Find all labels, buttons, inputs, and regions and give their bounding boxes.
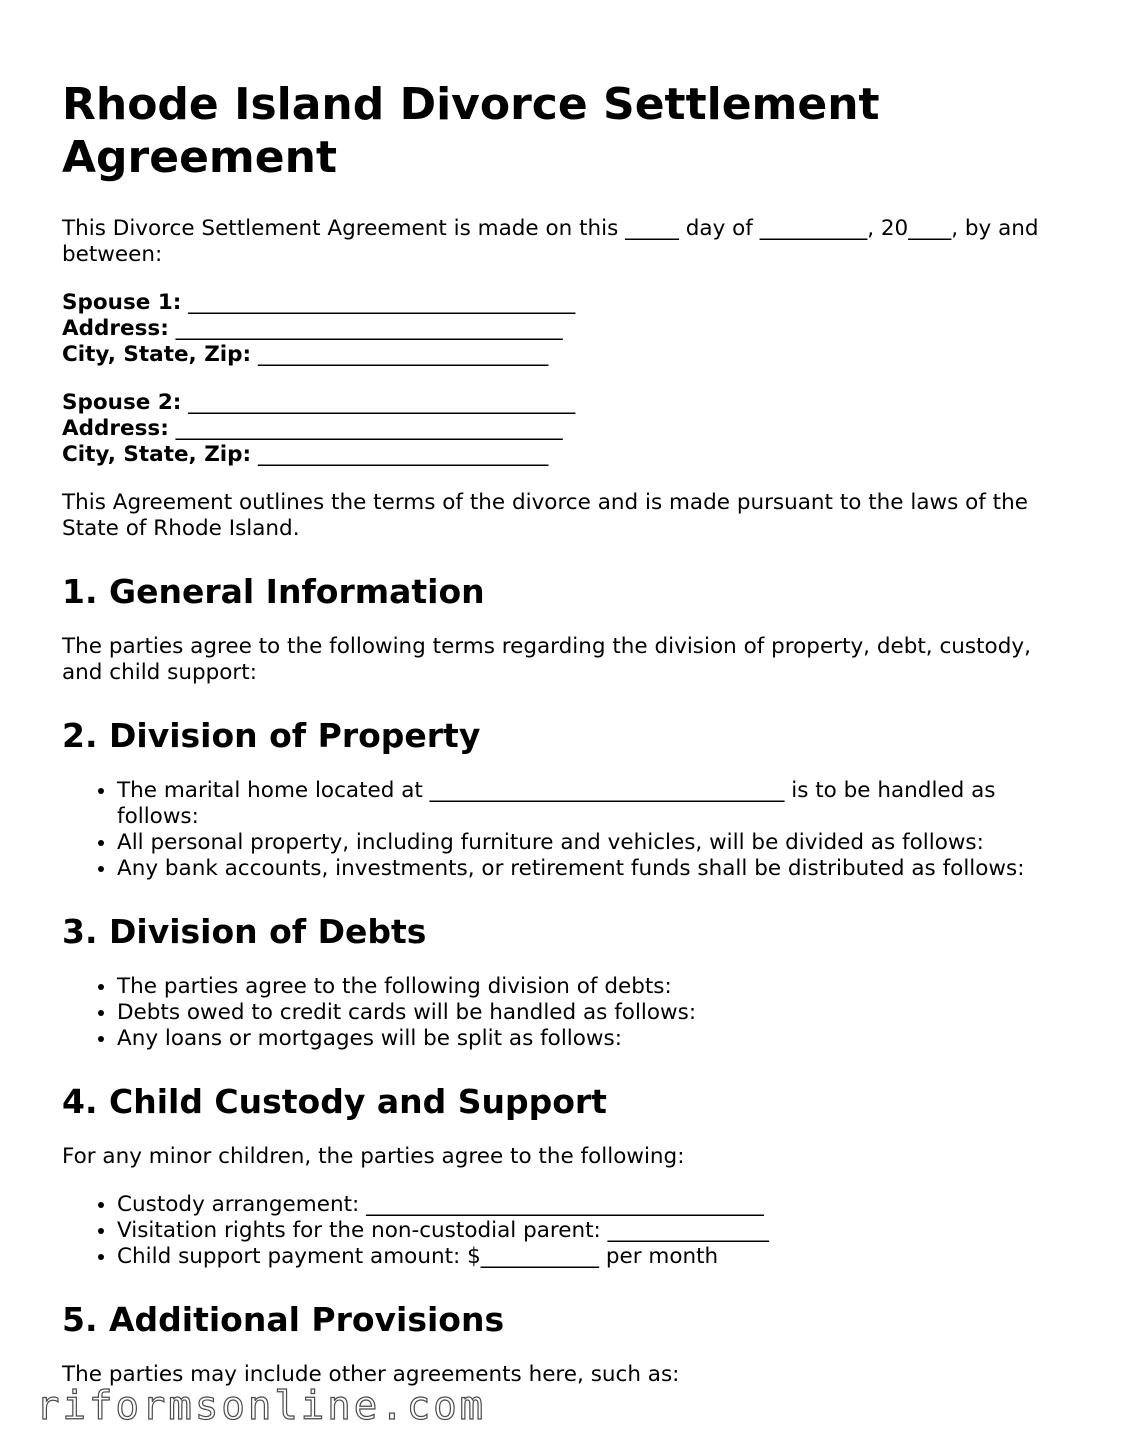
spouse-2-block xyxy=(62,390,1062,468)
section-general-heading: 1. General Information xyxy=(62,572,485,611)
spouse-2-name-row xyxy=(62,390,1062,416)
spouse-2-name-blank: ____________________________________ xyxy=(188,390,576,415)
spouse-2-address-label: Address: xyxy=(62,416,169,441)
list-item: • The marital home located at _________________________________ is to be handled as follows: xyxy=(117,778,1062,830)
spouse-1-name-row xyxy=(62,290,1062,316)
list-item: • Debts owed to credit cards will be handled as follows: xyxy=(117,1000,1062,1026)
spouse-1-address-label: Address: xyxy=(62,316,169,341)
section-additional-text: The parties may include other agreements here, such as: xyxy=(62,1362,680,1387)
spouse-1-name-label: Spouse 1: xyxy=(62,290,182,315)
section-custody-text: For any minor children, the parties agree to the following: xyxy=(62,1144,685,1169)
spouse-2-address-row xyxy=(62,416,1062,442)
section-general-text: The parties agree to the following terms regarding the division of property, debt, custody, and child support: xyxy=(62,634,1031,685)
spouse-1-name-blank: ____________________________________ xyxy=(188,290,576,315)
custody-list xyxy=(62,1192,1062,1270)
section-custody-heading: 4. Child Custody and Support xyxy=(62,1082,607,1121)
spouse-1-city-label: City, State, Zip: xyxy=(62,342,252,367)
site-watermark: riformsonline.com xyxy=(36,1384,487,1429)
debts-list xyxy=(62,974,1062,1052)
section-debts-heading: 3. Division of Debts xyxy=(62,912,427,951)
spouse-1-address-blank: ____________________________________ xyxy=(175,316,563,341)
spouse-2-city-row xyxy=(62,442,1062,468)
property-list xyxy=(62,778,1062,882)
section-property-heading: 2. Division of Property xyxy=(62,716,481,755)
spouse-1-city-row xyxy=(62,342,1062,368)
document-page xyxy=(62,78,1062,1410)
section-additional-heading: 5. Additional Provisions xyxy=(62,1300,505,1339)
list-item: • Any loans or mortgages will be split as follows: xyxy=(117,1026,1062,1052)
purpose-paragraph: This Agreement outlines the terms of the divorce and is made pursuant to the laws of the State of Rhode Island. xyxy=(62,490,1028,541)
intro-paragraph: This Divorce Settlement Agreement is made on this _____ day of __________, 20____, by and between: xyxy=(62,216,1039,267)
list-item: • Child support payment amount: $___________ per month xyxy=(117,1244,1062,1270)
spouse-1-block xyxy=(62,290,1062,368)
spouse-1-city-blank: ___________________________ xyxy=(258,342,549,367)
list-item: • The parties agree to the following division of debts: xyxy=(117,974,1062,1000)
spouse-2-city-label: City, State, Zip: xyxy=(62,442,252,467)
spouse-1-address-row xyxy=(62,316,1062,342)
list-item: • Visitation rights for the non-custodial parent: _______________ xyxy=(117,1218,1062,1244)
list-item: • All personal property, including furniture and vehicles, will be divided as follows: xyxy=(117,830,1062,856)
list-item: • Custody arrangement: _____________________________________ xyxy=(117,1192,1062,1218)
list-item: • Any bank accounts, investments, or retirement funds shall be distributed as follows: xyxy=(117,856,1062,882)
spouse-2-city-blank: ___________________________ xyxy=(258,442,549,467)
spouse-2-name-label: Spouse 2: xyxy=(62,390,182,415)
document-title: Rhode Island Divorce Settlement Agreement xyxy=(62,79,880,183)
spouse-2-address-blank: ____________________________________ xyxy=(175,416,563,441)
